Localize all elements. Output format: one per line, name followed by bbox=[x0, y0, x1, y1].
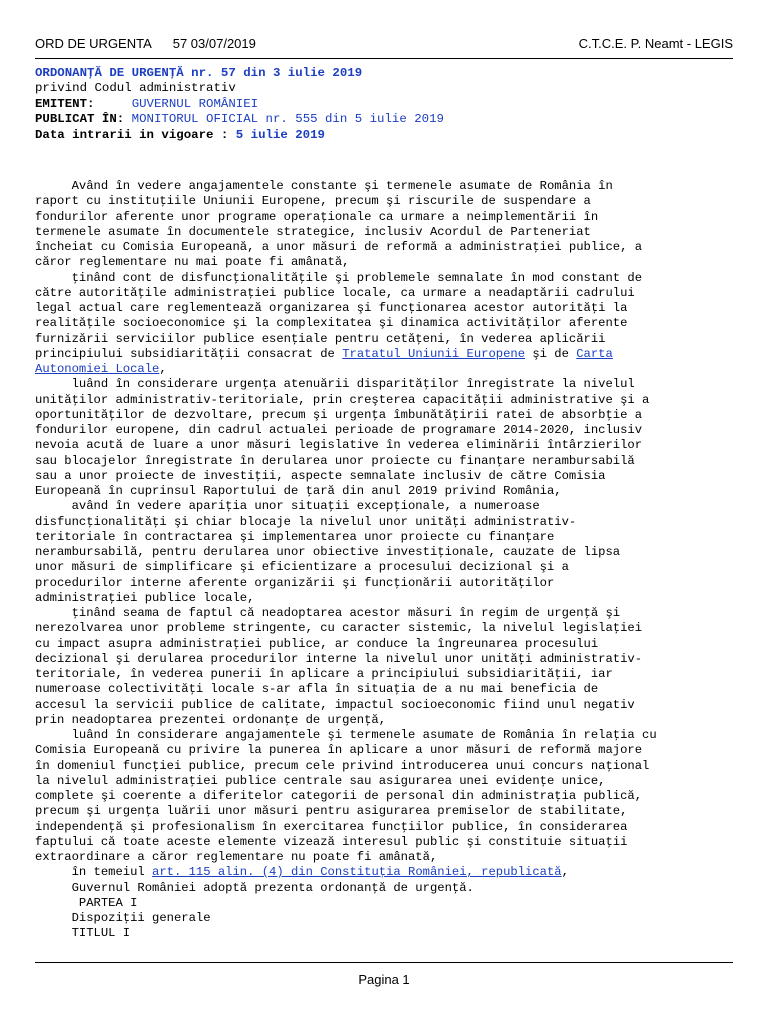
text-line: ţinând seama de faptul că neadoptarea acestor măsuri în regim de urgenţă şi bbox=[35, 606, 621, 620]
vigoare-value: 5 iulie 2019 bbox=[235, 127, 325, 142]
text-line: teritoriale în contractarea şi implementarea unor proiecte cu finanţare bbox=[35, 529, 555, 544]
text-line: raport cu instituţiile Uniunii Europene, precum şi riscurile de suspendare a bbox=[35, 194, 591, 209]
text-line: decizional şi derularea procedurilor interne la nivelul unor unităţi administrativ- bbox=[35, 651, 643, 666]
header-left bbox=[35, 36, 256, 51]
text-line: în domeniul funcţiei publice, precum cele privind introducerea unui concurs naţional bbox=[35, 758, 650, 773]
document-body bbox=[35, 179, 747, 942]
text-line: unor măsuri de simplificare şi eficientizare a procesului decizional şi a bbox=[35, 560, 569, 575]
page-header bbox=[35, 0, 733, 59]
text-line: nevoia acută de luare a unor măsuri legislative în vederea eliminării întârzierilor bbox=[35, 438, 643, 453]
text-line: nerambursabilă, pentru derularea unor obiective investiţionale, cauzate de lipsa bbox=[35, 545, 621, 559]
text-line: unităţilor administrativ-teritoriale, prin creşterea capacităţii administrative şi a bbox=[35, 392, 650, 407]
text-line: accesul la servicii publice de calitate, impactul socioeconomic fiind unul negativ bbox=[35, 697, 635, 712]
text-line: numeroase colectivităţi locale s-ar afla în situaţia de a nu mai beneficia de bbox=[35, 682, 599, 697]
text-line: administraţiei publice locale, bbox=[35, 590, 255, 605]
paragraph-2-last-line: principiului subsidiarităţii consacrat de Tratatul Uniunii Europene şi de Carta bbox=[35, 346, 613, 361]
paragraph-2 bbox=[35, 271, 747, 347]
link-art-115-constitutie[interactable]: art. 115 alin. (4) din Constituţia României, republicată bbox=[152, 865, 562, 880]
emitent-value: GUVERNUL ROMÂNIEI bbox=[131, 96, 259, 111]
document-title: ORDONANŢĂ DE URGENŢĂ nr. 57 din 3 iulie 2019 bbox=[35, 66, 363, 80]
text-line: prin neadoptarea prezentei ordonanţe de urgenţă, bbox=[35, 712, 387, 727]
page-footer bbox=[35, 962, 733, 987]
adoption-line: Guvernul României adoptă prezenta ordonanţă de urgenţă. bbox=[35, 880, 474, 895]
text-line: fondurilor aferente unor programe operaţionale ca urmare a neimplementării în bbox=[35, 209, 599, 224]
emitent-label: EMITENT: bbox=[35, 96, 95, 111]
paragraph-6 bbox=[35, 728, 747, 865]
text-line: complete şi coerente a diferitelor categorii de personal din administraţia publică, bbox=[35, 789, 643, 803]
link-tratatul-ue[interactable]: Tratatul Uniunii Europene bbox=[342, 346, 526, 361]
text-line: Europeană în cuprinsul Raportului de ţară din anul 2019 privind România, bbox=[35, 484, 562, 498]
paragraph-2-carta-line: Autonomiei Locale, bbox=[35, 362, 167, 376]
partea-heading: PARTEA I bbox=[35, 895, 138, 910]
text-line: realităţile socioeconomice şi la complexitatea şi dinamica activităţilor aferente bbox=[35, 316, 628, 331]
header-doc-type: ORD DE URGENTA bbox=[35, 36, 152, 51]
text-line: având în vedere apariţia unor situaţii excepţionale, a numeroase bbox=[35, 499, 540, 514]
text-line: precum şi urgenţa luării unor măsuri pentru asigurarea premiselor de stabilitate, bbox=[35, 804, 628, 819]
text-line: sau a unor proiecte de investiţii, aspecte semnalate inclusiv de către Comisia bbox=[35, 468, 606, 483]
text-line: căror reglementare nu mai poate fi amânată, bbox=[35, 255, 350, 270]
text-line: teritoriale, în vederea punerii în aplicare a principiului subsidiarităţii, iar bbox=[35, 667, 613, 681]
header-doc-number: 57 03/07/2019 bbox=[172, 36, 256, 51]
text-line: la nivelul administraţiei publice centrale sau asigurarea unei evidenţe unice, bbox=[35, 773, 606, 788]
text-line: oportunităţilor de dezvoltare, precum şi urgenţa îmbunătăţirii ratei de absorbţie a bbox=[35, 407, 643, 422]
text-line: ţinând cont de disfuncţionalităţile şi problemele semnalate în mod constant de bbox=[35, 270, 643, 285]
paragraph-5 bbox=[35, 606, 747, 728]
temeiul-line: în temeiul art. 115 alin. (4) din Constituţia României, republicată, bbox=[35, 865, 569, 880]
text-line: Având în vedere angajamentele constante şi termenele asumate de România în bbox=[35, 179, 613, 193]
text-line: independenţă şi profesionalism în exercitarea funcţiilor publice, în considerarea bbox=[35, 819, 628, 834]
publicat-row bbox=[35, 112, 444, 127]
emitent-row bbox=[35, 97, 444, 112]
text-line: termenele asumate în documentele strategice, inclusiv Acordul de Parteneriat bbox=[35, 224, 591, 239]
text-line: luând în considerare urgenţa atenuării disparităţilor înregistrate la nivelul bbox=[35, 377, 635, 392]
publicat-label: PUBLICAT ÎN: bbox=[35, 112, 125, 127]
document-meta bbox=[35, 66, 444, 143]
dispozitii-heading: Dispoziţii generale bbox=[35, 911, 211, 925]
text-line: luând în considerare angajamentele şi termenele asumate de România în relaţia cu bbox=[35, 728, 657, 742]
text-line: către autorităţile administraţiei publice locale, ca urmare a neadaptării cadrului bbox=[35, 285, 635, 300]
text-line: disfuncţionalităţi şi chiar blocaje la nivelul unor unităţi administrativ- bbox=[35, 514, 577, 529]
text-line: încheiat cu Comisia Europeană, a unor măsuri de reformă a administraţiei publice, a bbox=[35, 240, 643, 254]
page-number: Pagina 1 bbox=[358, 972, 410, 987]
header-source: C.T.C.E. P. Neamt - LEGIS bbox=[578, 36, 733, 51]
text-line: legal actual care reglementează organizarea şi funcţionarea acestor autorităţi la bbox=[35, 301, 628, 315]
paragraph-4 bbox=[35, 499, 747, 606]
text-line: procedurilor interne aferente organizării şi funcţionării autorităţilor bbox=[35, 575, 555, 590]
text-line: faptului că toate aceste elemente vizează interesul public şi constituie situaţii bbox=[35, 834, 628, 849]
link-carta-autonomiei-locale-1[interactable]: Carta bbox=[576, 346, 613, 361]
text-line: Comisia Europeană cu privire la punerea în aplicare a unor măsuri de reformă majore bbox=[35, 743, 643, 758]
document-subtitle: privind Codul administrativ bbox=[35, 81, 236, 96]
text-line: sau blocajelor înregistrate în derularea unor proiecte cu finanţare nerambursabilă bbox=[35, 453, 635, 468]
publicat-value: MONITORUL OFICIAL nr. 555 din 5 iulie 2019 bbox=[131, 112, 444, 127]
vigoare-label: Data intrarii in vigoare : bbox=[35, 127, 229, 142]
text-line: furnizării serviciilor publice esenţiale pentru cetăţeni, în vederea aplicării bbox=[35, 331, 606, 346]
text-line: fondurilor europene, din cadrul actualei perioade de programare 2014-2020, inclusiv bbox=[35, 423, 643, 437]
titlul-heading: TITLUL I bbox=[35, 926, 131, 941]
paragraph-3 bbox=[35, 377, 747, 499]
text-line: cu impact asupra administraţiei publice, ar conduce la îngreunarea procesului bbox=[35, 636, 599, 651]
text-line: nerezolvarea unor probleme stringente, cu caracter sistemic, la nivelul legislaţiei bbox=[35, 621, 643, 636]
link-carta-autonomiei-locale-2[interactable]: Autonomiei Locale bbox=[35, 362, 160, 376]
vigoare-row bbox=[35, 128, 444, 143]
paragraph-1 bbox=[35, 179, 747, 271]
text-line: extraordinare a căror reglementare nu poate fi amânată, bbox=[35, 850, 438, 864]
